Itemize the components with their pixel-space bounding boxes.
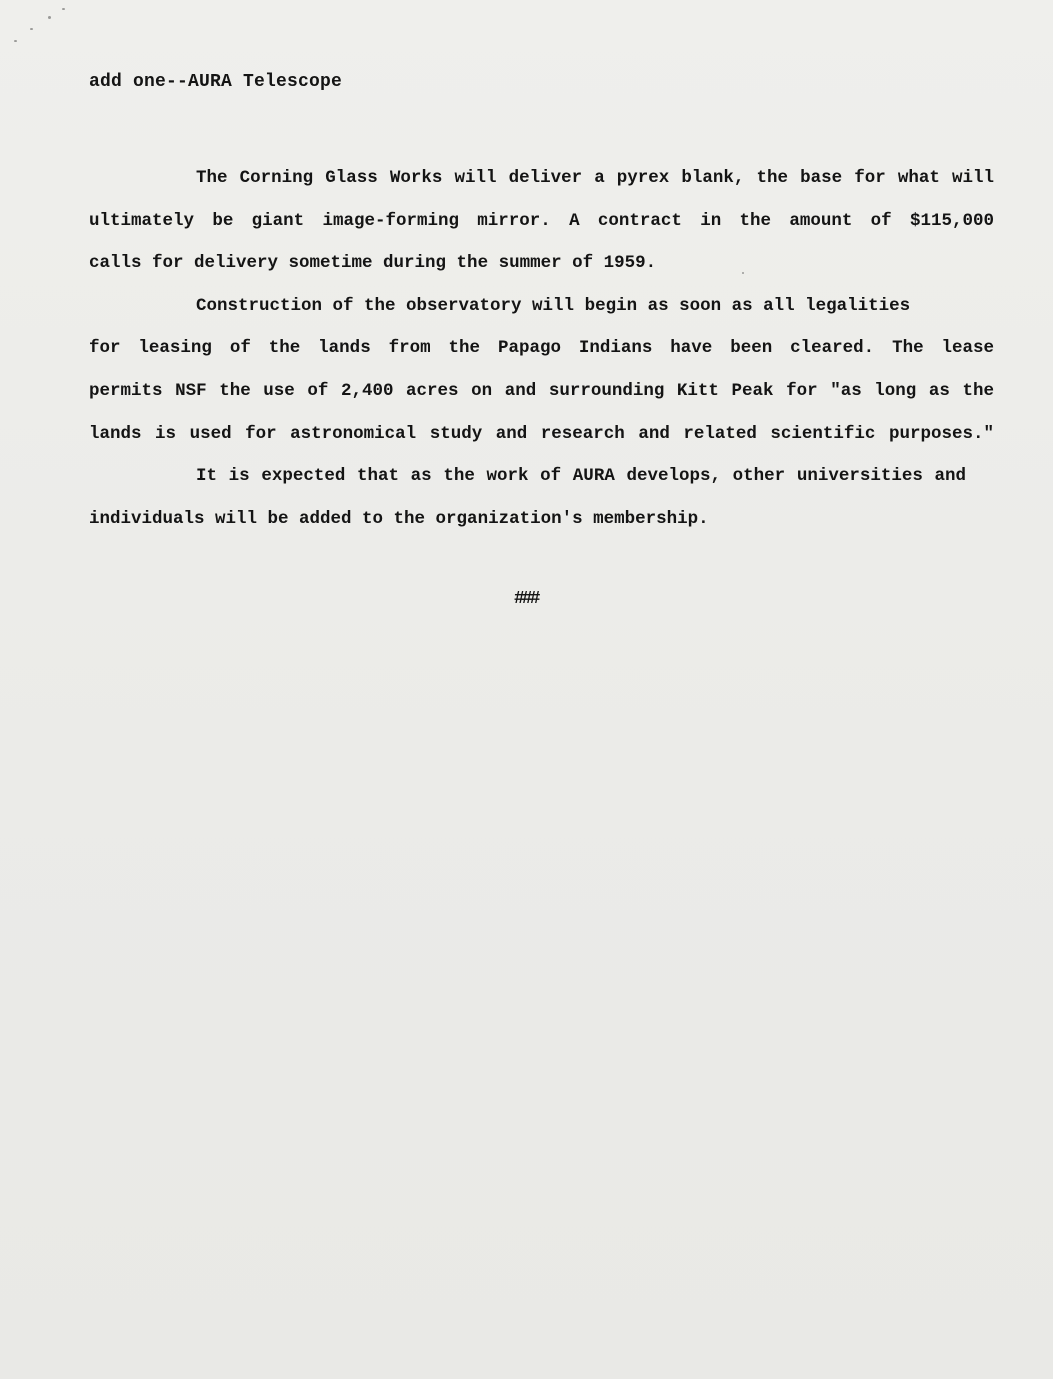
paper-speck	[62, 8, 65, 10]
end-mark: ###	[514, 589, 538, 609]
document-heading: add one--AURA Telescope	[89, 72, 343, 92]
paragraph-1-line-1: The Corning Glass Works will deliver a pyrex blank, the base for what will	[196, 168, 994, 188]
paragraph-2-line-4: lands is used for astronomical study and research and related scientific purposes."	[89, 423, 994, 444]
paragraph-1-line-2: ultimately be giant image-forming mirror. A contract in the amount of $115,000	[89, 210, 994, 231]
paper-speck	[48, 16, 51, 19]
paper-speck	[14, 40, 17, 42]
paragraph-3-line-1: It is expected that as the work of AURA develops, other universities and	[196, 466, 966, 487]
paper-speck	[30, 28, 33, 30]
paragraph-2-line-2: for leasing of the lands from the Papago Indians have been cleared. The lease	[89, 338, 994, 359]
paragraph-3-line-2: individuals will be added to the organization's membership.	[89, 508, 709, 529]
document-body	[89, 157, 994, 540]
paragraph-1-line-3: calls for delivery sometime during the summer of 1959.	[89, 253, 657, 274]
paragraph-2-line-1: Construction of the observatory will begin as soon as all legalities	[196, 295, 911, 316]
paragraph-2-line-3: permits NSF the use of 2,400 acres on and surrounding Kitt Peak for "as long as the	[89, 380, 994, 401]
